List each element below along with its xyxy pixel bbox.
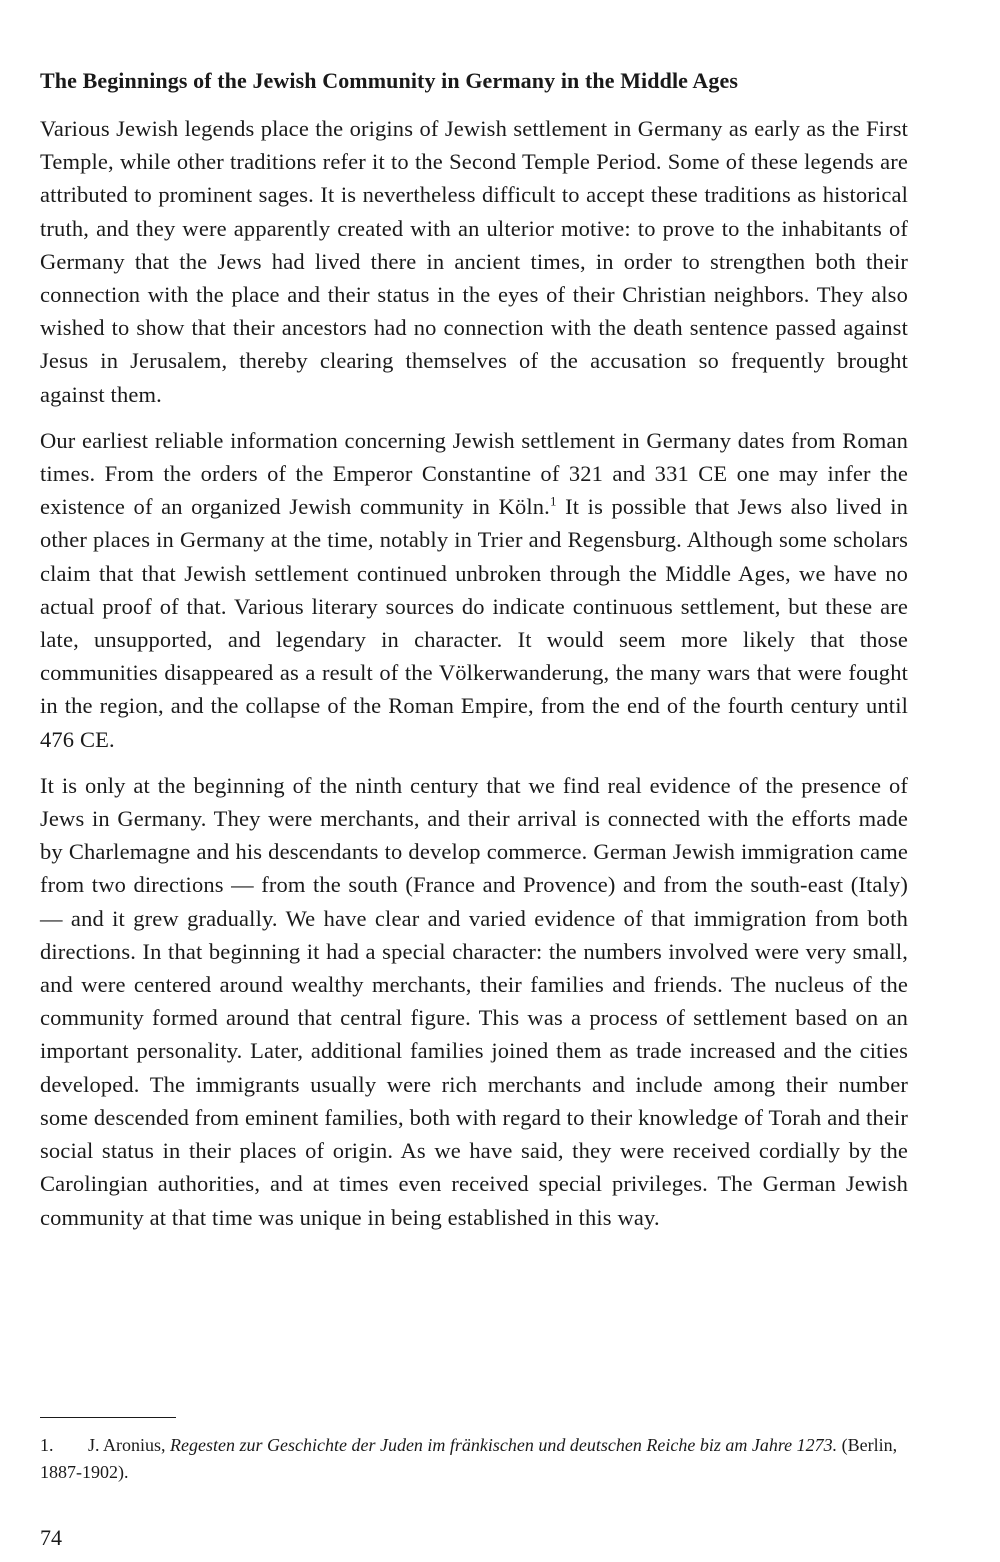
footnote-reference[interactable]: 1 <box>549 493 557 509</box>
footnote-author: J. Aronius, <box>88 1435 171 1455</box>
paragraph-2 <box>40 424 908 756</box>
footnote-publication: (Berlin, 1887-1902). <box>40 1435 898 1482</box>
paragraph-2-text-a: Our earliest reliable information concerning Jewish settlement in Germany dates from Roman times. From the orders of the Emperor Constantine of 321 and 331 CE one may infer the existence of an organized Jewish community in Köln. <box>40 427 908 520</box>
page-body <box>40 66 908 1247</box>
footnote <box>40 1432 910 1486</box>
footnote-number: 1. <box>40 1435 54 1455</box>
section-heading: The Beginnings of the Jewish Community in Germany in the Middle Ages <box>40 68 739 93</box>
paragraph-2-text-b: It is possible that Jews also lived in other places in Germany at the time, notably in Trier and Regensburg. Although some scholars claim that that Jewish settlement continued unbroken through the Middle Ages, we have no actual proof of that. Various literary sources do indicate continuous settlement, but these are late, unsupported, and legendary in character. It would seem more likely that those communities disappeared as a result of the Völkerwanderung, the many wars that were fought in the region, and the collapse of the Roman Empire, from the end of the fourth century until 476 CE. <box>40 494 909 752</box>
page-number: 74 <box>40 1525 62 1550</box>
footnote-title: Regesten zur Geschichte der Juden im fränkischen und deutschen Reiche biz am Jahre 1273. <box>170 1435 838 1455</box>
paragraph-3: It is only at the beginning of the ninth century that we find real evidence of the presence of Jews in Germany. They were merchants, and their arrival is connected with the efforts made by Charlemagne and his descendants to develop commerce. German Jewish immigration came from two directions — from the south (France and Provence) and from the south-east (Italy) — and it grew gradually. We have clear and varied evidence of that immigration from both directions. In that beginning it had a special character: the numbers involved were very small, and were centered around wealthy merchants, their families and friends. The nucleus of the community formed around that central figure. This was a process of settlement based on an important personality. Later, additional families joined them as trade increased and the cities developed. The immigrants usually were rich merchants and include among their number some descended from eminent families, both with regard to their knowledge of Torah and their social status in their places of origin. As we have said, they were received cordially by the Carolingian authorities, and at times even received special privileges. The German Jewish community at that time was unique in being established in this way. <box>40 772 908 1230</box>
footnote-divider <box>40 1417 176 1418</box>
paragraph-1: Various Jewish legends place the origins of Jewish settlement in Germany as early as the First Temple, while other traditions refer it to the Second Temple Period. Some of these legends are attributed to prominent sages. It is nevertheless difficult to accept these traditions as historical truth, and they were apparently created with an ulterior motive: to prove to the inhabitants of Germany that the Jews had lived there in ancient times, in order to strengthen both their connection with the place and their status in the eyes of their Christian neighbors. They also wished to show that their ancestors had no connection with the death sentence passed against Jesus in Jerusalem, thereby clearing themselves of the accusation so frequently brought against them. <box>40 116 908 407</box>
